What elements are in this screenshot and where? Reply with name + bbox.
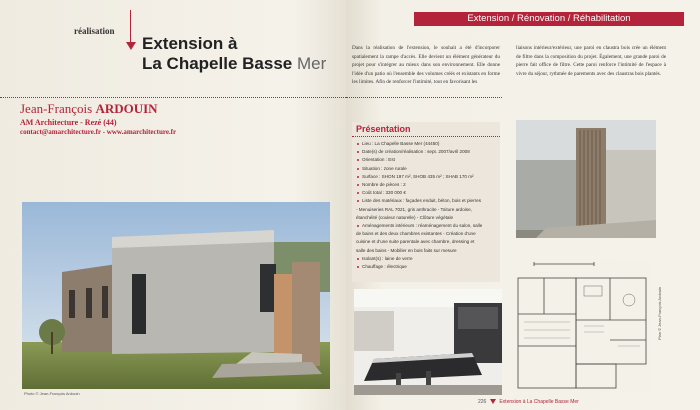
presentation-item: cuisine et d'une suite parentale avec chambre, dressing et: [356, 239, 475, 245]
presentation-item: Aménagements intérieurs : réaménagement du salon, salle: [356, 222, 498, 230]
photo-credit: Photo © Jean-François Ardouin: [24, 391, 80, 396]
presentation-item: Isolant(s) : laine de verre: [356, 255, 498, 263]
page-number: 226: [478, 399, 487, 405]
presentation-list: [356, 140, 498, 271]
presentation-item: Lieu : La Chapelle Basse Mer (44450): [356, 140, 498, 148]
red-vertical-rule: [130, 10, 131, 44]
floor-plan-drawing: [514, 260, 652, 392]
article-title-line-1: Extension à: [142, 34, 238, 53]
kitchen-photo: [354, 289, 502, 395]
presentation-rule: [352, 136, 500, 137]
presentation-item: étanchéité (couleur naturelle) - Clôture végétale: [356, 214, 454, 220]
page-footer: [478, 399, 579, 405]
author-first: Jean-François: [20, 101, 96, 116]
presentation-item: Orientation : Est: [356, 156, 498, 164]
presentation-box: [352, 122, 500, 282]
title-light: Mer: [296, 54, 327, 73]
main-house-photo: [22, 202, 330, 389]
presentation-item: salle des bains - Mobilier en bois faits sur mesure: [356, 247, 457, 253]
firm-name: AM Architecture - Rezé (44): [20, 118, 117, 127]
right-page: [346, 0, 700, 410]
presentation-title: Présentation: [356, 124, 411, 134]
claustra-wall-photo: [516, 120, 656, 238]
footer-title: Extension à La Chapelle Basse Mer: [499, 399, 579, 405]
presentation-item: Chauffage : électrique: [356, 263, 498, 271]
presentation-item: Coût total : 330 000 €: [356, 189, 498, 197]
contact-info: contact@amarchitecture.fr - www.amarchitecture.fr: [20, 128, 177, 136]
title-main: La Chapelle Basse: [142, 54, 297, 73]
presentation-item: de bains et des deux chambres existantes - Création d'une: [356, 231, 476, 237]
presentation-item: Date(s) de création/réalisation : sept. 2007/avril 2008: [356, 148, 498, 156]
presentation-item: Nombre de pièces : 2: [356, 181, 498, 189]
dotted-divider-right: [346, 97, 502, 98]
body-column-2: liaisons intérieur/extérieur, une paroi en claustra bois crée un élément de filtre dans la composition du projet. Également, une grande paroi de pierre fait office de filtre. Cette paroi renforce l'intimité de l'espace à vivre du séjour, rythmée de parements avec des claustras bois plantés.: [516, 45, 666, 77]
presentation-item: Surface : SHON 197 m², SHOB 435 m² ; SHAB 170 m²: [356, 173, 498, 181]
presentation-item: - Menuiseries RAL 7021, gris anthracite - Toiture ardoise,: [356, 206, 472, 212]
author-last: ARDOUIN: [95, 101, 158, 116]
body-column-1: Dans la réalisation de l'extension, le souhait a été d'incorporer spatialement la rampe d'accès. Elle devient un élément générateur du projet pour s'intégrer au mieux dans son environnement. Elle donne l'idée d'un patio où l'ensemble des volumes créés et existants en forme les limites. Afin de renforcer l'intimité, tout en favorisant les: [352, 45, 500, 86]
presentation-item: Liste des matériaux : façades enduit, béton, bois et pierres: [356, 197, 498, 205]
down-arrow-icon: [126, 42, 136, 50]
left-page: [0, 0, 346, 410]
section-tag: réalisation: [74, 26, 115, 36]
presentation-item: Situation : zone rurale: [356, 165, 498, 173]
plan-credit: Plan © Jean-François Ardouin: [657, 286, 662, 340]
category-banner: Extension / Rénovation / Réhabilitation: [414, 12, 684, 26]
article-title-line-2: [142, 54, 326, 74]
footer-triangle-icon: [490, 399, 496, 404]
dotted-divider: [0, 97, 346, 98]
author-name: [20, 101, 158, 117]
